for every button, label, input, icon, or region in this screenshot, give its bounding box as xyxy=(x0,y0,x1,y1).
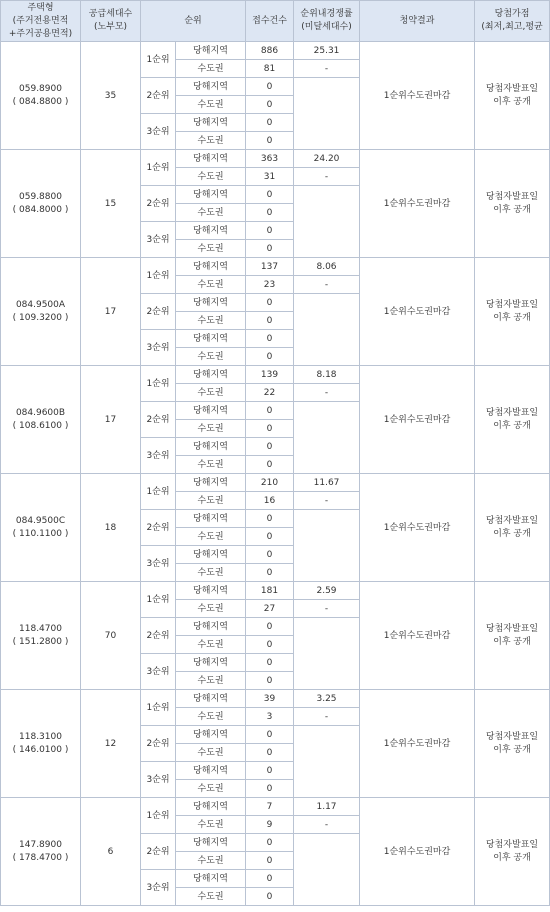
region-label: 수도권 xyxy=(176,456,246,474)
competition-rate-cell xyxy=(294,726,360,798)
rank-label: 1순위 xyxy=(141,258,176,294)
region-label: 당해지역 xyxy=(176,834,246,852)
result-cell: 1순위수도권마감 xyxy=(360,258,475,366)
table-header-row xyxy=(1,1,550,42)
result-cell: 1순위수도권마감 xyxy=(360,582,475,690)
applications-cell: 137 xyxy=(246,258,294,276)
competition-rate-cell xyxy=(294,78,360,150)
winning-score-cell: 당첨자발표일 이후 공개 xyxy=(475,582,550,690)
header-applications: 접수건수 xyxy=(246,1,294,42)
applications-cell: 0 xyxy=(246,312,294,330)
rank-label: 2순위 xyxy=(141,618,176,654)
housing-type-cell xyxy=(1,474,81,582)
region-label: 당해지역 xyxy=(176,186,246,204)
region-label: 당해지역 xyxy=(176,150,246,168)
supply-units-cell: 70 xyxy=(81,582,141,690)
winning-score-cell: 당첨자발표일 이후 공개 xyxy=(475,258,550,366)
competition-rate-cell: 3.25 xyxy=(294,690,360,708)
rank-label: 1순위 xyxy=(141,366,176,402)
region-label: 당해지역 xyxy=(176,546,246,564)
result-cell: 1순위수도권마감 xyxy=(360,690,475,798)
competition-rate-cell xyxy=(294,618,360,690)
applications-cell: 0 xyxy=(246,636,294,654)
housing-type-cell xyxy=(1,366,81,474)
rank-label: 1순위 xyxy=(141,150,176,186)
competition-rate-cell xyxy=(294,186,360,258)
applications-cell: 0 xyxy=(246,510,294,528)
winning-score-cell: 당첨자발표일 이후 공개 xyxy=(475,798,550,906)
region-label: 수도권 xyxy=(176,348,246,366)
rank-label: 3순위 xyxy=(141,654,176,690)
region-label: 수도권 xyxy=(176,204,246,222)
table-row xyxy=(1,150,550,168)
applications-cell: 0 xyxy=(246,438,294,456)
applications-cell: 0 xyxy=(246,402,294,420)
applications-cell: 0 xyxy=(246,78,294,96)
table-row xyxy=(1,798,550,816)
region-label: 수도권 xyxy=(176,276,246,294)
housing-type-main: 118.3100 xyxy=(19,731,62,742)
header-rank: 순위 xyxy=(141,1,246,42)
housing-type-cell xyxy=(1,150,81,258)
supply-units-cell: 17 xyxy=(81,258,141,366)
competition-rate-cell: - xyxy=(294,60,360,78)
winning-score-cell: 당첨자발표일 이후 공개 xyxy=(475,690,550,798)
result-cell: 1순위수도권마감 xyxy=(360,150,475,258)
competition-rate-cell xyxy=(294,834,360,906)
applications-cell: 0 xyxy=(246,744,294,762)
housing-type-main: 059.8800 xyxy=(19,191,62,202)
rank-label: 3순위 xyxy=(141,330,176,366)
housing-type-main: 118.4700 xyxy=(19,623,62,634)
region-label: 당해지역 xyxy=(176,294,246,312)
result-cell: 1순위수도권마감 xyxy=(360,42,475,150)
rank-label: 3순위 xyxy=(141,222,176,258)
competition-rate-cell: 24.20 xyxy=(294,150,360,168)
competition-rate-cell: 8.06 xyxy=(294,258,360,276)
region-label: 수도권 xyxy=(176,312,246,330)
rank-label: 2순위 xyxy=(141,186,176,222)
rank-label: 2순위 xyxy=(141,294,176,330)
applications-cell: 0 xyxy=(246,672,294,690)
region-label: 당해지역 xyxy=(176,330,246,348)
applications-cell: 39 xyxy=(246,690,294,708)
region-label: 수도권 xyxy=(176,168,246,186)
region-label: 당해지역 xyxy=(176,222,246,240)
region-label: 당해지역 xyxy=(176,870,246,888)
applications-cell: 210 xyxy=(246,474,294,492)
table-row xyxy=(1,366,550,384)
rank-label: 3순위 xyxy=(141,114,176,150)
applications-cell: 81 xyxy=(246,60,294,78)
applications-cell: 363 xyxy=(246,150,294,168)
competition-rate-cell: 2.59 xyxy=(294,582,360,600)
region-label: 수도권 xyxy=(176,636,246,654)
region-label: 당해지역 xyxy=(176,78,246,96)
rank-label: 1순위 xyxy=(141,690,176,726)
housing-type-sub: ( 110.1100 ) xyxy=(12,528,69,539)
region-label: 당해지역 xyxy=(176,654,246,672)
applications-cell: 3 xyxy=(246,708,294,726)
region-label: 당해지역 xyxy=(176,402,246,420)
rank-label: 1순위 xyxy=(141,798,176,834)
competition-rate-cell: - xyxy=(294,492,360,510)
competition-rate-cell: - xyxy=(294,276,360,294)
region-label: 당해지역 xyxy=(176,690,246,708)
applications-cell: 139 xyxy=(246,366,294,384)
housing-type-sub: ( 108.6100 ) xyxy=(12,420,69,431)
applications-cell: 0 xyxy=(246,852,294,870)
region-label: 당해지역 xyxy=(176,438,246,456)
applications-cell: 0 xyxy=(246,222,294,240)
region-label: 당해지역 xyxy=(176,114,246,132)
region-label: 수도권 xyxy=(176,708,246,726)
housing-type-sub: ( 109.3200 ) xyxy=(12,312,69,323)
housing-type-cell xyxy=(1,798,81,906)
housing-type-sub: ( 178.4700 ) xyxy=(12,852,69,863)
result-cell: 1순위수도권마감 xyxy=(360,366,475,474)
applications-cell: 0 xyxy=(246,528,294,546)
supply-units-cell: 15 xyxy=(81,150,141,258)
region-label: 당해지역 xyxy=(176,618,246,636)
applications-cell: 181 xyxy=(246,582,294,600)
region-label: 수도권 xyxy=(176,384,246,402)
applications-cell: 0 xyxy=(246,204,294,222)
applications-cell: 0 xyxy=(246,330,294,348)
rank-label: 3순위 xyxy=(141,546,176,582)
competition-rate-cell: 25.31 xyxy=(294,42,360,60)
supply-units-cell: 17 xyxy=(81,366,141,474)
rank-label: 2순위 xyxy=(141,726,176,762)
competition-rate-cell: - xyxy=(294,168,360,186)
region-label: 수도권 xyxy=(176,60,246,78)
applications-cell: 0 xyxy=(246,456,294,474)
rank-label: 3순위 xyxy=(141,438,176,474)
region-label: 당해지역 xyxy=(176,762,246,780)
applications-cell: 0 xyxy=(246,834,294,852)
applications-cell: 23 xyxy=(246,276,294,294)
rank-label: 2순위 xyxy=(141,834,176,870)
competition-rate-cell: 8.18 xyxy=(294,366,360,384)
applications-cell: 16 xyxy=(246,492,294,510)
rank-label: 1순위 xyxy=(141,474,176,510)
competition-rate-cell: 11.67 xyxy=(294,474,360,492)
housing-type-sub: ( 146.0100 ) xyxy=(12,744,69,755)
table-row xyxy=(1,690,550,708)
housing-type-main: 059.8900 xyxy=(19,83,62,94)
housing-type-cell xyxy=(1,258,81,366)
applications-cell: 0 xyxy=(246,726,294,744)
applications-cell: 22 xyxy=(246,384,294,402)
rank-label: 2순위 xyxy=(141,402,176,438)
competition-rate-cell xyxy=(294,510,360,582)
competition-rate-cell: 1.17 xyxy=(294,798,360,816)
housing-type-sub: ( 084.8800 ) xyxy=(12,96,69,107)
header-competition-rate: 순위내경쟁률 (미달세대수) xyxy=(294,1,360,42)
winning-score-cell: 당첨자발표일 이후 공개 xyxy=(475,474,550,582)
table-body xyxy=(1,42,550,906)
applications-cell: 0 xyxy=(246,888,294,906)
applications-cell: 0 xyxy=(246,654,294,672)
rank-label: 2순위 xyxy=(141,78,176,114)
region-label: 당해지역 xyxy=(176,510,246,528)
region-label: 수도권 xyxy=(176,132,246,150)
applications-cell: 886 xyxy=(246,42,294,60)
region-label: 수도권 xyxy=(176,888,246,906)
applications-cell: 0 xyxy=(246,618,294,636)
applications-cell: 0 xyxy=(246,96,294,114)
housing-type-main: 084.9500C xyxy=(15,515,66,526)
housing-type-cell xyxy=(1,690,81,798)
region-label: 당해지역 xyxy=(176,366,246,384)
applications-cell: 0 xyxy=(246,870,294,888)
region-label: 수도권 xyxy=(176,564,246,582)
applications-cell: 0 xyxy=(246,564,294,582)
rank-label: 3순위 xyxy=(141,870,176,906)
region-label: 수도권 xyxy=(176,420,246,438)
applications-cell: 31 xyxy=(246,168,294,186)
applications-cell: 9 xyxy=(246,816,294,834)
region-label: 당해지역 xyxy=(176,798,246,816)
applications-cell: 0 xyxy=(246,420,294,438)
rank-label: 2순위 xyxy=(141,510,176,546)
region-label: 수도권 xyxy=(176,528,246,546)
region-label: 수도권 xyxy=(176,780,246,798)
housing-type-main: 084.9500A xyxy=(15,299,66,310)
result-cell: 1순위수도권마감 xyxy=(360,474,475,582)
winning-score-cell: 당첨자발표일 이후 공개 xyxy=(475,42,550,150)
competition-rate-cell: - xyxy=(294,816,360,834)
applications-cell: 0 xyxy=(246,780,294,798)
applications-cell: 0 xyxy=(246,132,294,150)
housing-type-cell xyxy=(1,582,81,690)
applications-cell: 0 xyxy=(246,294,294,312)
competition-rate-cell xyxy=(294,402,360,474)
region-label: 수도권 xyxy=(176,672,246,690)
applications-cell: 0 xyxy=(246,546,294,564)
supply-units-cell: 12 xyxy=(81,690,141,798)
region-label: 수도권 xyxy=(176,96,246,114)
region-label: 당해지역 xyxy=(176,42,246,60)
header-result: 청약결과 xyxy=(360,1,475,42)
applications-cell: 0 xyxy=(246,240,294,258)
winning-score-cell: 당첨자발표일 이후 공개 xyxy=(475,366,550,474)
supply-units-cell: 35 xyxy=(81,42,141,150)
housing-type-main: 147.8900 xyxy=(19,839,62,850)
region-label: 수도권 xyxy=(176,492,246,510)
supply-units-cell: 6 xyxy=(81,798,141,906)
applications-cell: 27 xyxy=(246,600,294,618)
applications-cell: 0 xyxy=(246,348,294,366)
housing-type-sub: ( 084.8000 ) xyxy=(12,204,69,215)
header-winning-score: 당첨가점 (최저,최고,평균 xyxy=(475,1,550,42)
table-row xyxy=(1,42,550,60)
region-label: 수도권 xyxy=(176,852,246,870)
header-supply-units: 공급세대수 (노부모) xyxy=(81,1,141,42)
rank-label: 1순위 xyxy=(141,42,176,78)
applications-cell: 0 xyxy=(246,114,294,132)
region-label: 당해지역 xyxy=(176,582,246,600)
winning-score-cell: 당첨자발표일 이후 공개 xyxy=(475,150,550,258)
competition-rate-cell: - xyxy=(294,708,360,726)
region-label: 수도권 xyxy=(176,816,246,834)
housing-type-sub: ( 151.2800 ) xyxy=(12,636,69,647)
region-label: 수도권 xyxy=(176,240,246,258)
result-cell: 1순위수도권마감 xyxy=(360,798,475,906)
region-label: 당해지역 xyxy=(176,474,246,492)
header-housing-type: 주택형 (주거전용면적 +주거공용면적) xyxy=(1,1,81,42)
table-row xyxy=(1,258,550,276)
competition-rate-cell xyxy=(294,294,360,366)
applications-cell: 0 xyxy=(246,762,294,780)
region-label: 수도권 xyxy=(176,600,246,618)
table-row xyxy=(1,582,550,600)
housing-type-main: 084.9600B xyxy=(15,407,66,418)
rank-label: 1순위 xyxy=(141,582,176,618)
supply-units-cell: 18 xyxy=(81,474,141,582)
competition-rate-cell: - xyxy=(294,384,360,402)
region-label: 수도권 xyxy=(176,744,246,762)
applications-cell: 7 xyxy=(246,798,294,816)
applications-cell: 0 xyxy=(246,186,294,204)
competition-rate-cell: - xyxy=(294,600,360,618)
housing-type-cell xyxy=(1,42,81,150)
table-row xyxy=(1,474,550,492)
region-label: 당해지역 xyxy=(176,726,246,744)
rank-label: 3순위 xyxy=(141,762,176,798)
region-label: 당해지역 xyxy=(176,258,246,276)
